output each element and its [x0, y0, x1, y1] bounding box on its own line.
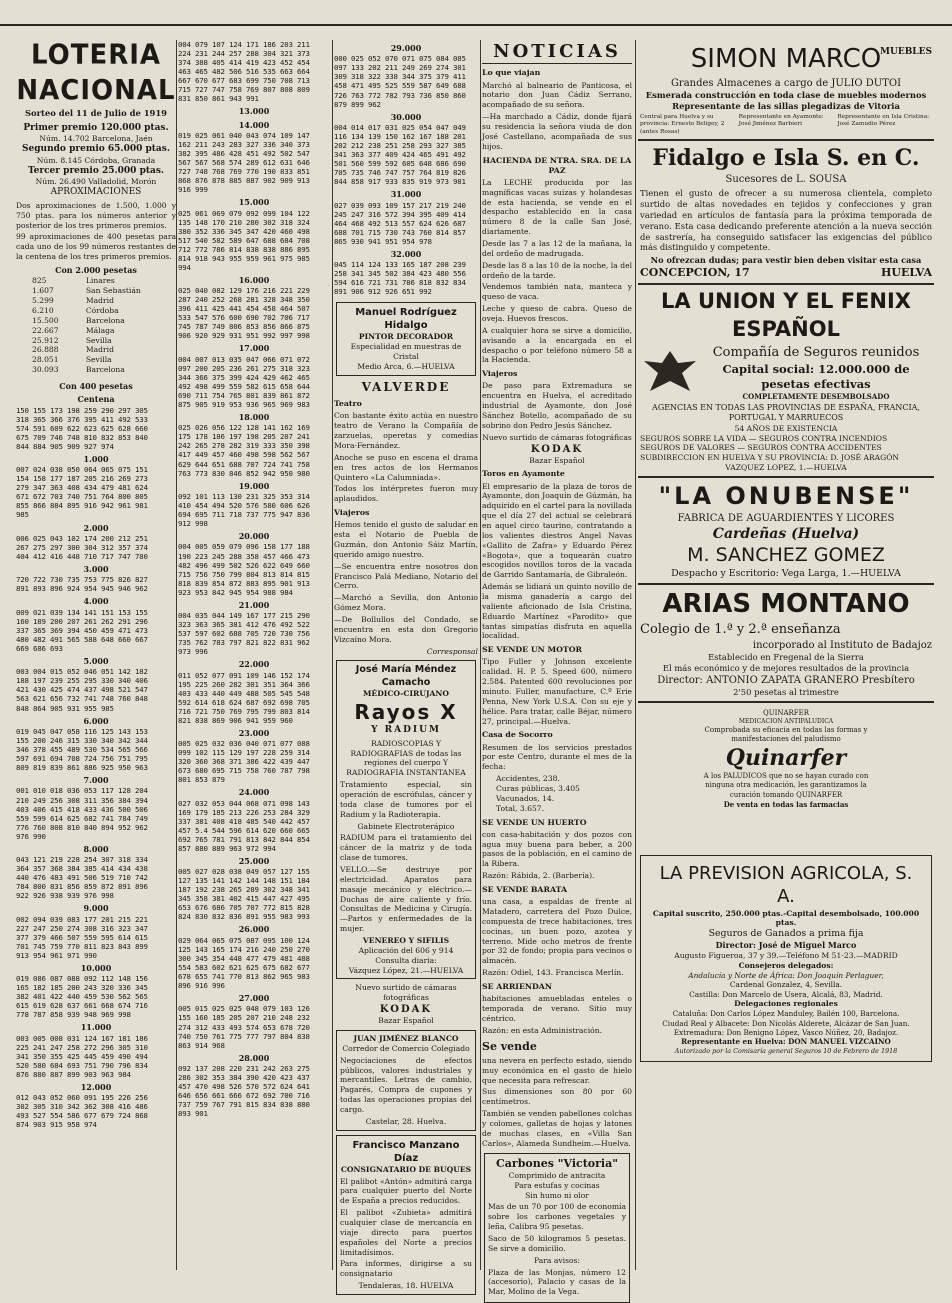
ad-price: 2'50 pesetas al trimestre — [733, 686, 839, 697]
number-list: 004 005 059 079 096 158 177 188 190 223 245 288 358 457 466 473 482 496 499 502 526 622 649 660 715 756 750 799 804 813 814 815 818 839 854 872 883 895 901 913 923 953 842 945 954 988 984 — [178, 542, 310, 597]
block-heading: 13.000 — [238, 106, 270, 117]
prize-number: 825 — [32, 276, 47, 286]
ad-subtitle: Colegio de 1.ª y 2.ª enseñanza — [640, 622, 841, 638]
rodriguez-ad — [336, 302, 476, 375]
section-heading: Se vende — [482, 1039, 537, 1053]
block-heading: 25.000 — [238, 855, 270, 866]
ad-subtitle: Grandes Almacenes a cargo de JULIO DUTOI — [670, 77, 902, 89]
number-list: 001 010 018 036 053 117 128 204 210 249 256 308 311 356 384 394 403 406 415 418 433 436 500 506 559 599 614 625 682 741 784 749 776 760 808 810 840 894 952 962 976 990 — [16, 786, 148, 841]
ad-subtitle: Sucesores de L. SOUSA — [725, 173, 847, 185]
number-list: 004 079 107 124 171 186 203 211 224 231 244 257 288 304 321 373 374 388 405 414 419 423 452 454 463 465 482 506 516 535 663 664 667 670 677 683 699 750 708 713 715 727 747 758 769 807 808 809 831 850 861 943 991 — [178, 40, 310, 104]
number-list: 002 094 039 083 177 201 215 221 227 247 250 274 308 316 323 347 377 379 466 507 559 595 614 615 701 745 759 770 811 823 843 899 913 954 961 971 990 — [16, 914, 148, 960]
article-text: Desde las 8 a las 10 de la noche, la del ordeño de la tarde. — [482, 260, 632, 280]
ad-text: AGENCIAS EN TODAS LAS PROVINCIAS DE ESPAÑA, FRANCIA, PORTUGAL Y MARRUECOS — [652, 402, 920, 423]
prize-row — [16, 316, 176, 326]
ad-title: "LA ONUBENSE" — [658, 481, 914, 510]
jimenez-ad — [336, 1030, 476, 1131]
ad-subtitle: Compañía de Seguros reunidos — [712, 344, 920, 360]
article-text: —Marchó a Sevilla, don Antonio Gómez Mora. — [334, 593, 478, 613]
ad-text: Comprimido de antracita — [508, 1170, 606, 1180]
prize-400-heading: Con 400 pesetas — [59, 380, 133, 391]
third-prize: Tercer premio 25.000 ptas. — [27, 165, 165, 176]
article-text: Razón: Rábida, 2. (Barbería). — [482, 871, 595, 881]
ad-text: Comprobada su eficacia en todas las formas y manifestaciones del paludismo — [704, 725, 868, 743]
ad-title: ARIAS MONTANO — [662, 589, 910, 620]
ad-text: 54 AÑOS DE EXISTENCIA — [734, 423, 838, 433]
prize-place: Linares — [85, 276, 115, 286]
article-text: Anoche se puso en escena el drama en tres actos de los Hermanos Quintero «La Calumniada». — [334, 452, 478, 482]
prize-row — [16, 355, 176, 365]
kodak-ad — [334, 983, 478, 1026]
number-list: 011 052 077 091 109 146 152 174 195 225 260 282 301 351 364 366 403 433 440 449 488 505 545 548 592 614 618 624 687 692 698 705 716 721 750 769 795 799 803 814 821 838 869 906 941 959 960 — [178, 670, 310, 725]
block-heading: 7.000 — [83, 775, 109, 786]
ad-text: Cardenal Gonzalez, 4, Sevilla. — [729, 980, 843, 990]
number-list: 005 027 028 038 049 057 127 155 127 135 141 142 144 148 151 184 187 192 238 265 289 302 348 341 345 358 381 402 415 447 427 495 653 676 686 705 707 772 815 828 824 830 832 836 891 955 983 993 — [178, 867, 310, 922]
ad-side-label: MUEBLES — [880, 47, 932, 57]
number-list: 025 026 056 122 128 141 162 169 175 178 186 197 198 205 207 241 242 265 278 282 319 333 350 398 417 449 457 460 498 598 562 567 629 644 651 688 707 724 741 758 763 773 830 846 852 942 950 980 — [178, 423, 310, 478]
ad-director: Director: José de Miguel Marco — [715, 940, 857, 951]
ad-subtitle: Seguros de Ganados a prima fija — [708, 928, 864, 940]
block-heading: 4.000 — [83, 596, 109, 607]
ad-title: Fidalgo e Isla S. en C. — [652, 145, 920, 172]
prize-number: 15.500 — [32, 315, 59, 325]
prize-row — [16, 286, 176, 296]
stat-line: Total, 3.657. — [496, 803, 545, 813]
ad-text: Nuevo surtido de cámaras fotográficas — [482, 432, 632, 442]
ad-text: Andalucía y Norte de África: Don Joaquín Perlaguer, — [688, 970, 884, 980]
block-heading: 23.000 — [238, 727, 270, 738]
number-list: 004 014 017 031 025 054 047 049 116 134 139 150 162 167 188 201 202 212 238 251 258 293 327 385 341 363 377 409 424 465 491 492 501 560 599 592 605 648 686 690 705 735 746 747 757 764 819 826 844 858 917 933 835 919 973 981 — [334, 122, 466, 187]
prize-2000-table — [16, 276, 176, 375]
ad-text: Establecido en Fregenal de la Sierra — [708, 651, 864, 662]
article-text: Sus dimensiones son 80 por 60 centímetros. — [482, 1087, 632, 1107]
ad-subtitle: CONSIGNATARIO DE BUQUES — [340, 1164, 472, 1174]
ad-text: El más económico y de mejores resultados de la provincia — [662, 662, 910, 673]
stat-line: Accidentes, 238. — [496, 774, 560, 784]
article-text: habitaciones amuebladas enteles o temporada de verano. Sitio muy céntrico. — [482, 994, 632, 1023]
ad-text: Negociaciones de efectos públicos, valores industriales y mercantiles. Letras de cambio, Pagarés, Compra de cupones y todas las operaciones propias del cargo. — [340, 1055, 472, 1115]
section-heading: SE VENDE UN MOTOR — [482, 645, 582, 655]
ad-text: VELLO.—Se destruye por electricidad. Aparatos para masaje mecánico y eléctrico.—Duchas de aire caliente y frío. Consultas de Medicina y Cirugía.—Partos y enfermedades de la mujer. — [340, 864, 472, 934]
union-fenix-ad — [638, 285, 934, 478]
approx-text: 99 aproximaciones de 400 pesetas para cada uno de los 99 números restantes de la centena de los tres primeros premios. — [16, 232, 176, 262]
ad-city: HUELVA — [880, 266, 932, 280]
ad-address: Augusto Figueroa, 37 y 39.—Teléfono M 51-23.—MADRID — [674, 950, 898, 960]
number-blocks — [334, 43, 478, 296]
ad-text: SEGUROS SOBRE LA VIDA — SEGUROS CONTRA INCENDIOS — [640, 433, 888, 443]
article-text: Además se lidiará un quinto novillo de la misma ganadería a cargo del valiente aficionado de Isla Cristina, Eduardo Martínez «Parodito» que tantas simpatías disfruta en aquella localidad. — [482, 582, 632, 641]
ad-text: Saco de 50 kilogramos 5 pesetas. Se sirve a domicilio. — [488, 1234, 626, 1253]
article-text: A cualquier hora se sirve a domicilio, avisando a la encargada en el despacho o por teléfono número 58 a la Hacienda. — [482, 325, 632, 365]
ad-text: Castilla: Don Marcelo de Usera, Alcalá, 83, Madrid. — [689, 989, 883, 999]
noticias-column — [482, 40, 632, 1297]
ad-title: LA UNION Y EL FENIX ESPAÑOL — [661, 289, 911, 341]
column-rule — [480, 40, 481, 1270]
radium-subheading: Y RADIUM — [371, 724, 441, 735]
ad-capital: Capital suscrito, 250.000 ptas.-Capital desembolsado, 100.000 ptas. — [652, 908, 920, 928]
article-text: una casa, a espaldas de frente al Matadero, carretera del Pozo Dulce, compuesta de trece habitaciones, tres cocinas, un buen pozo, azotea y terreno. Mide ocho metros de frente por 32 de fondo; propia para vecinos o almacén. — [482, 897, 632, 966]
number-list: 025 061 069 079 092 099 104 122 135 148 170 210 280 302 318 324 380 352 336 345 347 420 460 498 517 540 582 589 647 688 684 708 712 772 786 814 838 838 886 895 814 918 943 955 959 961 975 985 994 — [178, 208, 310, 272]
ad-subtitle: MÉDICO-CIRUJANO — [363, 689, 449, 699]
ad-text: Plaza de las Monjas, número 12 (accesorio), Palacio y casas de la Mar, Molino de la Vega. — [488, 1267, 626, 1297]
top-rule — [0, 24, 952, 26]
ad-owner: M. SANCHEZ GOMEZ — [687, 544, 885, 567]
ad-text: Aplicación del 606 y 914 — [358, 945, 454, 955]
kodak-brand: KODAK — [530, 443, 584, 455]
ad-title: LA PREVISION AGRICOLA, S. A. — [659, 862, 913, 908]
prize-place: Málaga — [85, 325, 115, 335]
number-list: 150 155 173 198 259 290 297 305 318 365 366 376 395 411 492 533 574 591 609 622 623 625 628 660 675 709 746 748 810 832 853 840 844 884 905 909 927 974 — [16, 405, 148, 451]
article-text: —Ha marchado a Cádiz, donde fijará su residencia la señora viuda de don José Castellano, acompañada de sus hijos. — [482, 112, 632, 151]
number-list: 003 005 008 031 124 167 181 186 225 241 247 258 272 296 305 310 341 350 355 425 445 459 490 494 520 580 684 693 751 790 796 834 876 880 887 899 903 963 984 — [16, 1033, 148, 1079]
rayos-heading: Rayos X — [354, 699, 458, 724]
number-blocks — [16, 454, 176, 1129]
block-heading: 32.000 — [390, 248, 422, 259]
ad-text: Representante en Huelva: DON MANUEL VIZCAINO — [681, 1037, 891, 1047]
block-heading: 19.000 — [238, 480, 270, 491]
ad-title: SIMON MARCO — [690, 44, 882, 74]
section-heading: Viajeros — [334, 508, 370, 518]
ad-capital: Capital social: 12.000.000 de pesetas efectivas — [722, 361, 910, 391]
ad-text: Mas de un 70 por 100 de economía sobre los carbones vegetales y leña, Calibra 95 pesetas. — [488, 1202, 626, 1232]
number-list: 005 015 025 025 048 079 103 126 155 160 185 205 207 210 248 232 274 312 433 493 574 653 678 720 740 750 761 775 777 797 804 838 863 914 968 — [178, 1004, 310, 1050]
prize-row — [16, 365, 176, 375]
block-heading: 9.000 — [83, 903, 109, 914]
eagle-emblem-icon — [640, 343, 700, 403]
number-blocks — [178, 40, 330, 1118]
prize-number: 25.912 — [32, 335, 59, 345]
stat-line: Vacunados, 14. — [496, 793, 555, 803]
block-heading: 28.000 — [238, 1052, 270, 1063]
block-heading: 12.000 — [80, 1081, 112, 1092]
prize-place: San Sebastián — [85, 286, 141, 296]
number-list: 000 025 052 070 071 075 084 085 097 133 202 211 249 269 274 301 309 318 322 338 344 375 379 411 458 471 495 525 559 587 649 688 726 763 772 782 793 736 850 860 879 899 962 — [334, 54, 466, 109]
carbones-ad — [484, 1153, 630, 1303]
article-text: Desde las 7 a las 12 de la mañana, la del ordeño de madrugada. — [482, 238, 632, 258]
ad-brand-small: QUINARFER — [762, 708, 810, 717]
section-heading: HACIENDA DE NTRA. SRA. DE LA PAZ — [482, 155, 632, 175]
prize-place: Córdoba — [85, 305, 119, 315]
column-rule — [176, 40, 177, 1270]
prize-number: 30.093 — [32, 365, 59, 375]
prize-number: 6.210 — [32, 305, 54, 315]
prize-place: Barcelona — [85, 365, 125, 375]
first-prize: Primer premio 120.000 ptas. — [23, 122, 169, 133]
ad-text: Para estufas y cocinas — [514, 1180, 600, 1190]
block-heading: 17.000 — [238, 343, 270, 354]
lottery-subtitle: Sorteo del 11 de Julio de 1919 — [24, 107, 168, 118]
ad-text: Gabinete Electroterápico — [357, 821, 455, 831]
fidalgo-ad — [638, 141, 934, 285]
noticias-heading: NOTICIAS — [482, 40, 632, 64]
prize-row — [16, 276, 176, 286]
number-list: 005 025 032 036 040 071 077 088 099 102 115 129 197 228 259 314 320 360 368 371 386 422 439 447 673 680 695 715 758 760 787 798 801 853 879 — [178, 739, 310, 785]
section-heading: SE VENDE UN HUERTO — [482, 817, 587, 827]
section-heading: Viajeros — [482, 369, 518, 379]
ad-text: Consejeros delegados: — [738, 960, 834, 970]
ad-city: Cardeñas (Huelva) — [712, 526, 860, 543]
block-heading: 11.000 — [80, 1022, 112, 1033]
kodak-ad — [482, 433, 632, 466]
quinarfer-ad — [638, 703, 934, 815]
ad-title: Quinarfer — [725, 744, 847, 771]
ad-text: Tienen el gusto de ofrecer a su numerosa clientela, completo surtido de altas novedades en tejidos y confecciones y gran variedad en artículos de fantasía para la próxima temporada de verano. Esta casa dedicando preferente atención a la nueva sección de sastrería, ha conseguido satisfacer las exigencias del público más distinguido y competente. — [640, 187, 932, 253]
prevision-agricola-ad — [640, 855, 932, 1062]
ad-title: José María Méndez Camacho — [355, 664, 457, 688]
block-heading: 31.000 — [390, 189, 422, 200]
ad-text: Nuevo surtido de cámaras fotográficas — [355, 983, 457, 1003]
block-heading: 5.000 — [83, 655, 109, 666]
article-text: —De Bollullos del Condado, se encuentra en esta don Gregorio Vizcaíno Mora. — [334, 615, 478, 644]
number-list: 004 035 044 149 167 177 215 290 323 363 365 381 412 476 492 522 537 597 602 688 705 720 730 756 735 762 783 797 821 822 831 962 973 996 — [178, 611, 310, 657]
number-list: 019 045 047 058 116 125 143 153 155 200 246 315 330 340 342 344 346 378 455 489 530 534 565 566 597 691 694 708 724 756 751 795 809 819 839 861 886 925 950 963 — [16, 726, 148, 773]
lottery-title: LOTERIA NACIONAL — [16, 39, 176, 107]
section-heading: Casa de Socorro — [482, 730, 553, 740]
section-heading: SE ARRIENDAN — [482, 981, 552, 991]
ad-text: incorporado al Instituto de Badajoz — [752, 639, 932, 651]
manzano-ad — [336, 1135, 476, 1295]
block-heading: 18.000 — [238, 411, 270, 422]
block-heading: 15.000 — [238, 197, 270, 208]
ad-text: SUBDIRECCION EN HUELVA Y SU PROVINCIA: D. JOSÉ ARAGÓN — [640, 453, 900, 463]
section-heading: SE VENDE BARATA — [482, 884, 567, 894]
ad-text: Delegaciones regionales — [734, 999, 838, 1009]
ad-text: Ciudad Real y Albacete: Don Nicolás Alderete, Alcázar de San Juan. — [662, 1018, 910, 1028]
stat-line: Curas públicas, 3.405 — [496, 783, 580, 793]
ad-subtitle: MEDICACION ANTIPALUDICA — [738, 717, 834, 725]
section-heading: Teatro — [334, 399, 362, 409]
second-prize: Segundo premio 65.000 ptas. — [22, 144, 170, 155]
article-text: una nevera en perfecto estado, siendo muy económica en el gasto de hielo que necesita para refrescar. — [482, 1055, 632, 1085]
number-list: 025 040 082 129 176 216 221 229 287 240 252 268 281 328 348 350 396 411 425 441 454 458 464 507 533 547 576 600 690 702 706 717 745 787 749 806 853 856 866 875 906 920 929 931 951 992 997 998 — [178, 286, 310, 341]
ad-director: Director: ANTONIO ZAPATA GRANERO Presbítero — [657, 674, 915, 686]
ad-contact: Representante en Isla Cristina: José Zamudio Pérez — [837, 113, 930, 128]
prize-row — [16, 296, 176, 306]
number-list: 009 021 039 134 141 151 153 155 160 189 200 207 261 262 291 296 337 365 369 394 450 459 471 473 480 482 491 565 588 648 660 667 669 686 693 — [16, 607, 148, 653]
ad-title: JUAN JIMÉNEZ BLANCO — [353, 1034, 459, 1044]
kodak-brand: KODAK — [379, 1004, 433, 1016]
ad-text: Especialidad en muestras de Cristal — [350, 342, 462, 361]
ad-contact: Central para Huelva y su provincia: Ernesto Beligey, 2 (antes Rosas) — [640, 113, 725, 135]
prize-place: Madrid — [85, 345, 114, 355]
ad-text: Bazar Español — [529, 455, 585, 465]
ad-text: RADIOSCOPIAS Y RADIOGRAFIAS de todas las regiones del cuerpo Y RADIOGRAFIA INSTANTANEA — [346, 738, 466, 778]
ad-text: El palibot «Zubieta» admitirá cualquier clase de mercancía en viaje directo para puertos españoles del Norte a precios limitadísimos. — [340, 1208, 472, 1257]
number-list: 007 024 038 050 064 065 075 151 154 158 177 187 205 216 269 273 279 347 363 408 434 479 481 624 671 672 703 740 751 764 800 805 855 866 884 895 916 942 961 981 985 — [16, 465, 148, 520]
ad-text: Esmerada construcción en toda clase de muebles modernos — [645, 89, 927, 100]
number-list: 004 007 013 035 047 066 071 072 097 200 205 236 261 275 318 323 344 366 375 399 424 429 462 465 492 498 499 559 582 615 658 644 690 711 754 765 801 839 861 872 875 905 919 953 936 965 969 983 — [178, 354, 310, 409]
number-list: 019 025 061 040 043 074 109 147 162 211 243 283 327 336 340 373 382 395 486 428 451 492 502 547 567 567 568 574 289 612 631 646 727 748 768 769 770 190 833 851 868 876 878 885 887 902 909 913 916 999 — [178, 131, 310, 195]
ad-address: Vázquez López, 21.—HUELVA — [348, 965, 464, 975]
column-rule — [332, 40, 333, 1270]
ad-title: Manuel Rodríguez Hidalgo — [355, 307, 457, 332]
ad-text: El palibot «Antón» admitirá carga para cualquier puerto del Norte de España a precios reducidos. — [340, 1176, 472, 1206]
prize-number: 5.299 — [32, 296, 54, 306]
ad-text: Sin humo ni olor — [525, 1190, 589, 1200]
ad-footer: De venta en todas las farmacias — [723, 799, 849, 809]
ad-text: Tratamiento especial, sin operación de escrófulas, cáncer y toda clase de tumores por el Radium y la Radioterapia. — [340, 780, 472, 819]
number-list: 092 101 113 130 231 325 353 314 410 454 494 520 576 580 606 626 694 695 711 718 737 775 947 836 912 998 — [178, 491, 310, 529]
article-text: La LECHE producida por las magníficas vacas suizas y holandesas de esta hacienda, se vende en el despacho establecido en la casa número 8 de la calle San José, diariamente. — [482, 177, 632, 237]
first-prize-detail: Núm. 14.702 Barcelona, Jaén — [39, 134, 153, 144]
byline: Corresponsal — [426, 646, 478, 656]
prize-place: Madrid — [85, 296, 114, 306]
block-heading: 2.000 — [83, 522, 109, 533]
ad-address: Despacho y Escritorio: Vega Larga, 1.—HUELVA — [671, 568, 901, 580]
block-heading: 21.000 — [238, 599, 270, 610]
numbers-column — [178, 40, 330, 1270]
ad-address: Tendaleras, 18. HUELVA — [358, 1281, 454, 1291]
prize-number: 28.051 — [32, 355, 59, 365]
ad-footer: Autorizado por la Comisaría general Seguros 10 de Febrero de 1918 — [674, 1046, 898, 1055]
ad-text: Extremadura: Don Benigno López, Vasco Núñez, 20, Badajoz. — [673, 1028, 899, 1038]
prize-row — [16, 345, 176, 355]
number-list: 027 032 053 044 068 071 098 143 169 179 185 213 226 253 284 329 337 381 408 418 485 540 442 457 457 5.4 544 596 614 620 660 665 692 765 781 791 813 842 844 854 857 880 889 963 972 994 — [178, 798, 310, 853]
article-text: Razón: en esta Administración. — [482, 1025, 602, 1035]
block-heading: 16.000 — [238, 274, 270, 285]
block-heading: 3.000 — [83, 563, 109, 574]
article-text: con casa-habitación y dos pozos con agua muy buena para beber, a 200 pasos de la población, en el camino de la Ribera. — [482, 829, 632, 869]
advertisements-column — [638, 40, 934, 1270]
article-text: Tipo Fuller y Johnson excelente calidad. H. P. 5. Speed 600, número 2.584. Patented 600 revoluciones por minuto. Fuller, manufacture, C.º Erie Penna, New York U.S.A. Con su eje y hélice. Para tratar, calle Béjar, número 27, principal.—Huelva. — [482, 657, 632, 726]
ad-contact: Representante en Ayamonte: José Jiménez Barbieri — [738, 113, 824, 128]
column-rule — [635, 40, 636, 1270]
prize-2000-heading: Con 2.000 pesetas — [55, 265, 137, 275]
centena-heading: Centena — [77, 394, 115, 405]
ad-subtitle: PINTOR DECORADOR — [358, 332, 454, 342]
ad-text: VENEREO Y SIFILIS — [362, 936, 450, 945]
article-text: De paso para Extremadura se encuentra en Huelva, el acreditado industrial de Ayamonte, don José Sánchez Botello, acompañado de su sobrino don Pedro Jesús Sánchez. — [482, 381, 632, 430]
ad-text: Cataluña: Don Carlos López Manduley, Bailén 100, Barcelona. — [672, 1009, 900, 1019]
number-list: 029 064 065 075 087 095 100 124 125 143 165 174 216 240 250 270 300 345 354 448 477 479 481 488 554 583 602 621 625 675 682 677 678 655 741 770 813 862 965 983 896 916 996 — [178, 935, 310, 991]
number-list: 027 039 093 109 157 217 219 240 245 247 316 572 394 395 409 414 464 468 492 513 557 624 626 687 688 701 715 730 743 760 814 857 865 930 941 951 954 978 — [334, 200, 466, 246]
arias-montano-ad — [638, 585, 934, 702]
ad-address: CONCEPCION, 17 — [640, 266, 750, 280]
block-heading: 8.000 — [83, 843, 109, 854]
number-list: 045 114 124 133 165 187 208 239 258 341 345 502 384 423 480 556 594 616 721 731 786 818 832 834 891 906 912 926 651 992 — [334, 260, 466, 297]
article-text: El empresario de la plaza de toros de Ayamonte, don Joaquín de Gúzmán, ha adquirido en el cartel para la novillada que el día 27 del actual se celebrará en aquel circo taurino, contratando a los valientes diestros Angel Navas «Gallito de Zafra» y Eduardo Pérez «Bogota», que a toquearán cuatro escogidos novillos toros de la vacada de Garrido Santamaría, de Gibraleón. — [482, 481, 632, 580]
article-text: Todos los intérpretes fueron muy aplaudidos. — [334, 484, 478, 504]
mendez-ad — [336, 660, 476, 979]
article-text: También se venden pabellones colchas y colomes, galletas de hojas y latones de muchas clases, en «Villa San Carlos», Alameda Sundheim.—Huelva. — [482, 1109, 632, 1148]
article-text: Razón: Odiel, 143. Francisca Merlín. — [482, 968, 624, 978]
number-list: 012 043 052 060 091 195 226 256 302 305 310 342 362 308 416 486 493 527 554 586 677 679 724 868 874 903 915 958 974 — [16, 1093, 148, 1130]
prize-row — [16, 326, 176, 336]
block-heading: 24.000 — [238, 787, 270, 798]
section-heading: Toros en Ayamonte — [482, 469, 565, 479]
article-text: Con bastante éxito actúa en nuestro teatro de Verano la Compañía de zarzuelas, operetas y comedias Mora-Fernández. — [334, 411, 478, 450]
block-heading: 30.000 — [390, 111, 422, 122]
block-heading: 14.000 — [238, 119, 270, 130]
block-heading: 22.000 — [238, 659, 270, 670]
approx-heading: APROXIMACIONES — [50, 187, 142, 198]
section-heading: Lo que viajan — [482, 68, 541, 78]
ad-text: No ofrezcan dudas; para vestir bien deben visitar esta casa — [650, 255, 922, 266]
ad-title: Francisco Manzano Díaz — [352, 1139, 460, 1164]
article-text: Leche y queso de cabra. Queso de oveja. Huevos frescos. — [482, 304, 632, 323]
ad-text: Representante de las sillas plegadizas de Vitoria — [672, 100, 900, 111]
prize-number: 1.607 — [32, 286, 54, 296]
numbers-and-ads-column — [334, 40, 478, 1291]
second-prize-detail: Núm. 8.145 Córdoba, Granada — [36, 155, 156, 165]
number-list: 043 121 219 228 254 307 318 334 364 357 368 384 385 414 434 438 440 476 483 491 506 519 710 742 784 800 831 856 859 872 891 896 922 926 938 939 976 998 — [16, 855, 148, 901]
prize-number: 26.888 — [32, 345, 59, 355]
approx-text: Dos aproximaciones de 1.500, 1.000 y 750 ptas. para los números anterior y posterior de los tres primeros premios. — [16, 200, 176, 230]
ad-text: Para avisos: — [533, 1255, 581, 1265]
number-list: 720 722 730 735 753 775 826 827 891 893 896 924 954 945 946 962 — [16, 575, 148, 594]
prize-place: Barcelona — [85, 315, 125, 325]
prize-row — [16, 336, 176, 346]
simon-marco-ad — [638, 40, 934, 141]
prize-place: Sevilla — [85, 335, 112, 345]
block-heading: 27.000 — [238, 993, 270, 1004]
article-text: —Se encuentra entre nosotros don Francisco Palá Mediano, Notario del Cerro. — [334, 561, 478, 591]
onubense-ad — [638, 478, 934, 585]
article-text: Resumen de los servicios prestados por este Centro, durante el mes de la fecha: — [482, 742, 632, 772]
article-text: Marchó al balneario de Panticosa, el notario don Juan Cádiz Serrano, acompañado de su señora. — [482, 80, 632, 110]
article-text: Vendemos también nata, manteca y queso de vaca. — [482, 282, 632, 302]
number-list: 019 086 087 088 092 112 148 156 165 182 185 200 243 320 336 345 382 401 422 440 459 530 562 565 615 619 628 637 661 668 674 716 778 787 858 939 948 969 998 — [16, 974, 148, 1020]
ad-title: Carbones "Victoria" — [496, 1156, 618, 1170]
third-prize-detail: Núm. 26.490 Valladolid, Morón — [35, 177, 157, 187]
ad-text: A los PALUDICOS que no se hayan curado con ninguna otra medicación, les garantizamos la curación tomando QUINARFER — [703, 772, 869, 799]
ad-text: SEGUROS DE VALORES — SEGUROS CONTRA ACCIDENTES — [640, 443, 882, 453]
block-heading: 1.000 — [83, 453, 109, 464]
ad-text: COMPLETAMENTE DESEMBOLSADO — [742, 391, 890, 401]
ad-subtitle: FABRICA DE AGUARDIENTES Y LICORES — [677, 513, 895, 525]
ad-address: Medio Arca, 6.—HUELVA — [357, 361, 455, 371]
block-heading: 26.000 — [238, 924, 270, 935]
number-list: 006 025 043 102 174 200 212 251 267 275 297 300 304 312 357 374 404 412 416 448 710 717 747 780 — [16, 533, 148, 561]
ad-address: VAZQUEZ LOPEZ, 1.—HUELVA — [725, 463, 847, 473]
ad-address: Castelar, 28. Huelva. — [365, 1116, 447, 1126]
ad-text: Para informes, dirigirse a su consignatario — [340, 1259, 472, 1279]
article-text: Hemos tenido el gusto de saludar en esta el Notario de Puebla de Guzmán, don Antonio Sáiz Martín, querido amigo nuestro. — [334, 520, 478, 559]
prize-row — [16, 306, 176, 316]
ad-text: Consulta diaria: — [375, 955, 437, 965]
block-heading: 29.000 — [390, 43, 422, 53]
block-heading: 20.000 — [238, 531, 270, 542]
block-heading: 6.000 — [83, 715, 109, 726]
lottery-column — [16, 40, 176, 1270]
number-list: 092 137 208 220 231 242 263 275 286 302 353 384 390 420 423 437 457 470 498 526 570 572 624 641 646 656 661 666 672 692 700 716 737 759 767 791 815 834 838 880 893 901 — [178, 1064, 310, 1119]
number-list: 003 004 015 052 046 051 142 182 188 197 239 255 295 330 340 406 421 430 425 474 437 498 521 547 563 621 656 732 741 748 760 848 848 864 905 931 955 985 — [16, 667, 148, 713]
prize-place: Sevilla — [85, 355, 112, 365]
ad-subtitle: Corredor de Comercio Colegiado — [342, 1043, 470, 1053]
prize-number: 22.667 — [32, 325, 59, 335]
ad-text: RADIUM para el tratamiento del cáncer de la matriz y de toda clase de tumores. — [340, 833, 472, 863]
ad-text: Bazar Español — [378, 1016, 434, 1026]
valverde-heading: VALVERDE — [361, 379, 451, 394]
block-heading: 10.000 — [80, 962, 112, 973]
